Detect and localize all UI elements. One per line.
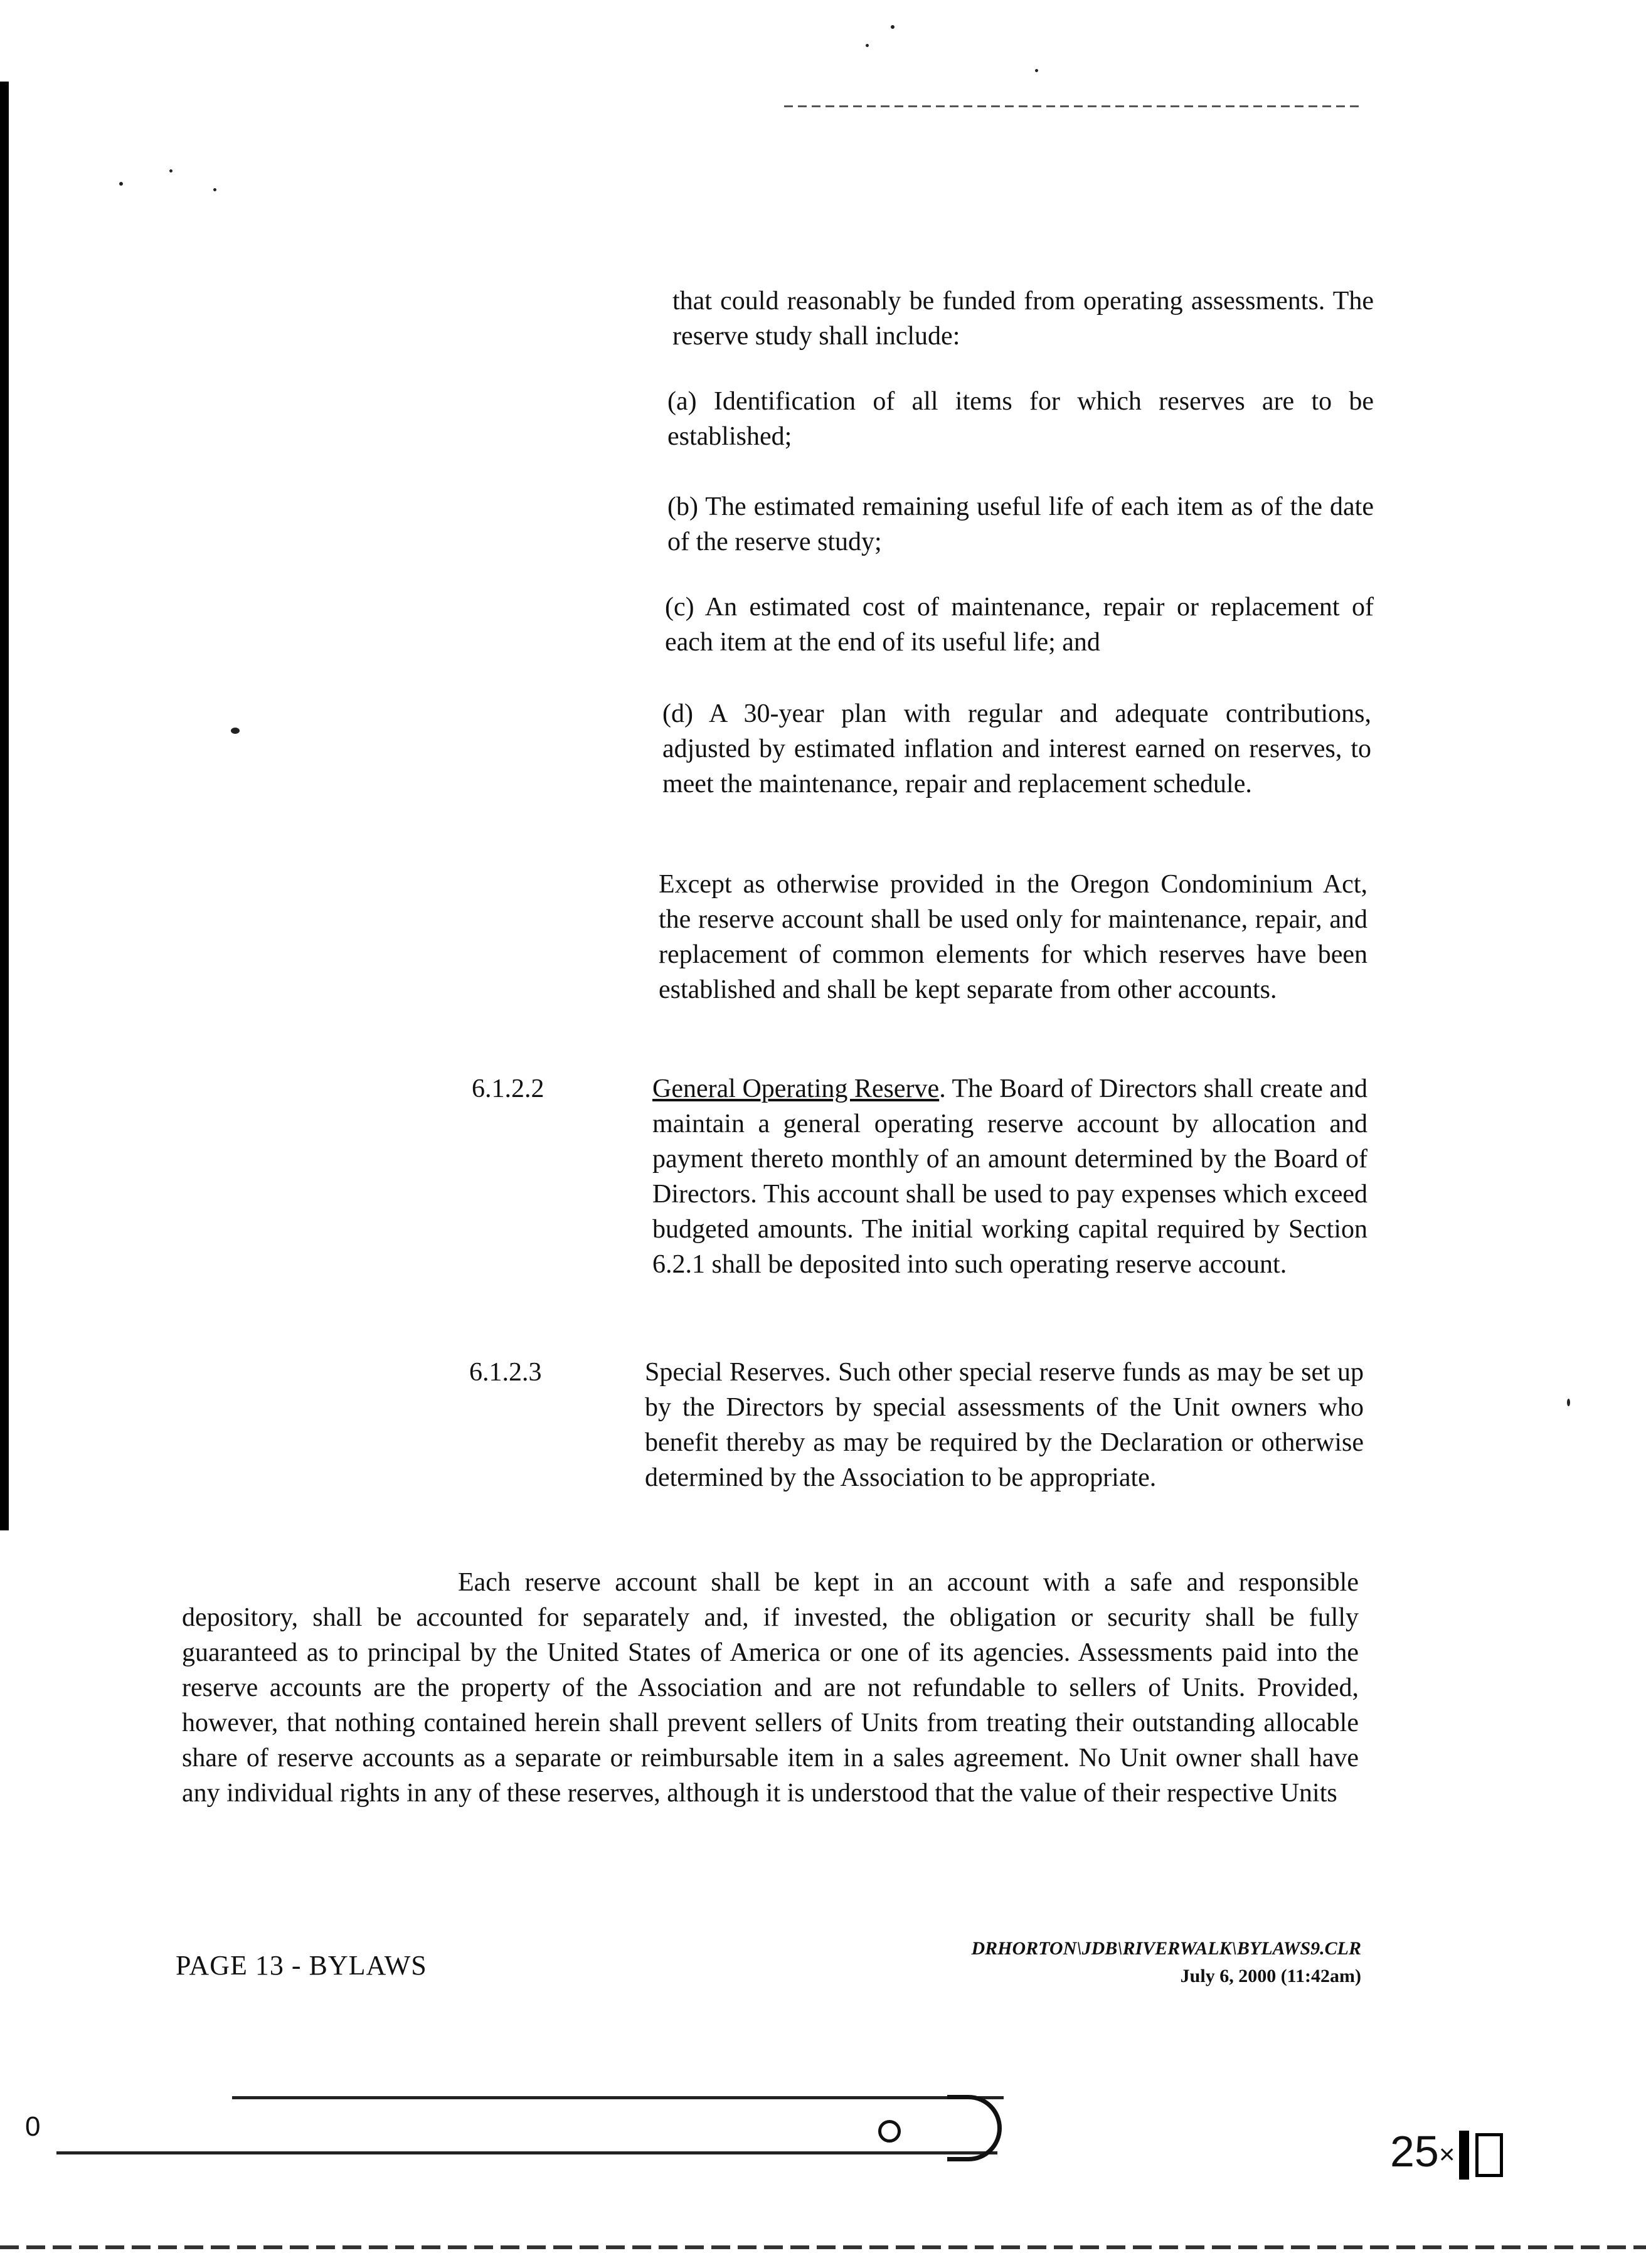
revision-date: July 6, 2000 (11:42am): [1180, 1966, 1361, 1986]
page-code-bar-icon: [1459, 2131, 1469, 2180]
scan-speck: [213, 188, 216, 191]
scanner-bar: [25, 2089, 1016, 2158]
except-paragraph: Except as otherwise provided in the Oregon Condominium Act, the reserve account shall be used only for maintenance, repair, and replacement of common elements for which reserves have been established and shall be kept separate from other accounts.: [659, 870, 1367, 1004]
scan-speck: [169, 169, 173, 172]
section-number-6123: 6.1.2.3: [469, 1358, 542, 1387]
scan-page-code: [1390, 2126, 1503, 2180]
scan-edge-bar: [0, 82, 9, 1530]
scan-speck: [1035, 69, 1038, 72]
page-code-box-icon: [1475, 2133, 1503, 2177]
section-6123: Special Reserves. Such other special reserve funds as may be set up by the Directors by special assessments of the Unit owners who benefit thereby as may be required by the Declaration or otherwise determined by the Association to be appropriate.: [645, 1358, 1364, 1492]
closing-paragraph: Each reserve account shall be kept in an account with a safe and responsible depository, shall be accounted for separately and, if invested, the obligation or security shall be fully guaranteed as to principal by the United States of America or one of its agencies. Assessments paid into the reserve accounts are the property of the Association and are not refundable to sellers of Units. Provided, however, that nothing contained herein shall prevent sellers of Units from treating their outstanding allocable share of reserve accounts as a separate or reimbursable item in a sales agreement. No Unit owner shall have any individual rights in any of these reserves, although it is understood that the value of their respective Units: [182, 1568, 1359, 1808]
scan-top-line: [784, 105, 1361, 107]
scanner-line-top: [232, 2096, 1004, 2099]
item-a: (a) Identification of all items for which reserves are to be established;: [667, 387, 1374, 451]
page-code-x: ×: [1438, 2139, 1455, 2170]
intro-paragraph: that could reasonably be funded from operating assessments. The reserve study shall include:: [672, 287, 1374, 351]
item-b: (b) The estimated remaining useful life of each item as of the date of the reserve study;: [667, 492, 1374, 556]
scan-speck: [231, 728, 240, 734]
section-6122: [652, 1071, 1367, 1282]
item-c: (c) An estimated cost of maintenance, repair or replacement of each item at the end of its useful life; and: [665, 593, 1374, 657]
page-code-number: 25: [1390, 2127, 1439, 2176]
file-path: DRHORTON\JDB\RIVERWALK\BYLAWS9.CLR: [971, 1938, 1361, 1959]
page-label: PAGE 13 - BYLAWS: [176, 1950, 427, 1981]
scan-speck: [1567, 1399, 1570, 1406]
section-6122-heading: General Operating Reserve: [652, 1074, 940, 1103]
scan-speck: [866, 44, 869, 47]
section-6122-text: . The Board of Directors shall create and maintain a general operating reserve account by allocation and payment thereto monthly of an amount determined by the Board of Directors. This account shall be used to pay expenses which exceed budgeted amounts. The initial working capital required by Section 6.2.1 shall be deposited into such operating reserve account.: [652, 1074, 1368, 1279]
section-number-6122: 6.1.2.2: [472, 1074, 544, 1103]
scan-speck: [119, 182, 123, 186]
scan-bottom-line: [0, 2245, 1646, 2249]
item-d: (d) A 30-year plan with regular and adequate contributions, adjusted by estimated inflation and interest earned on reserves, to meet the maintenance, repair and replacement schedule.: [662, 699, 1371, 798]
scan-speck: [891, 25, 895, 29]
punch-hole-icon: [878, 2120, 901, 2143]
scan-left-mark: 0: [25, 2111, 41, 2142]
scanner-line-bottom: [56, 2151, 997, 2154]
